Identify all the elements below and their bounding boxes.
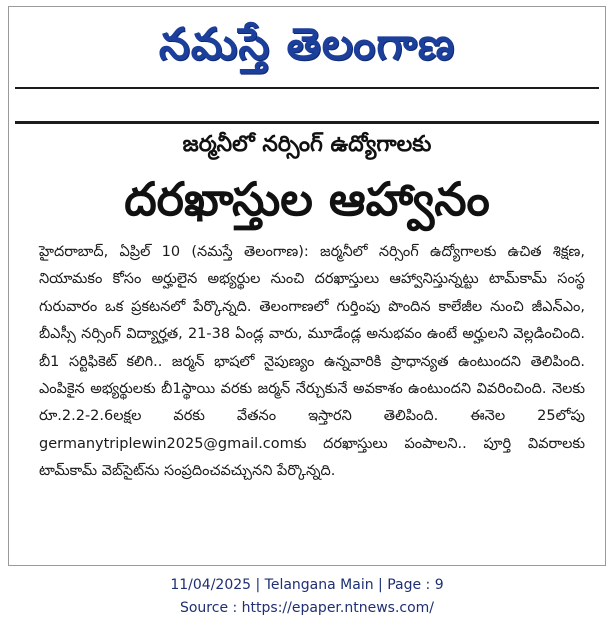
article-kicker: జర్మనీలో నర్సింగ్ ఉద్యోగాలకు <box>182 132 432 157</box>
edition-info: 11/04/2025 | Telangana Main | Page : 9 <box>170 577 444 593</box>
headline-divider <box>15 121 599 124</box>
newspaper-clipping <box>8 6 606 566</box>
masthead-divider <box>15 87 599 89</box>
newspaper-masthead: నమస్తే తెలంగాణ <box>158 19 456 70</box>
article-body: హైదరాబాద్, ఏప్రిల్ 10 (నమస్తే తెలంగాణ): జర్మనీలో నర్సింగ్ ఉద్యోగాలకు ఉచిత శిక్షణ, నియామకం కోసం అర్హులైన అభ్యర్థుల నుంచి దరఖాస్తులు ఆహ్వానిస్తున్నట్టు టామ్‌కామ్ సంస్థ గురువారం ఒక ప్రకటనలో పేర్కొన్నది. తెలంగాణలో గుర్తింపు పొందిన కాలేజీల నుంచి జీఎన్‌ఎం, బీఎస్సీ నర్సింగ్ విద్యార్హత, 21-38 ఏండ్ల వారు, మూడేండ్ల అనుభవం ఉంటే అర్హులని వెల్లడించింది. బీ1 సర్టిఫికెట్ కలిగి.. జర్మన్ భాషలో నైపుణ్యం ఉన్నవారికి ప్రాధాన్యత ఉంటుందని తెలిపింది. ఎంపికైన అభ్యర్థులకు బీ1స్థాయి వరకు జర్మన్ నేర్చుకునే అవకాశం ఉంటుందని వివరించింది. నెలకు రూ.2.2-2.6లక్షల వరకు వేతనం ఇస్తారని తెలిపింది. ఈనెల 25లోపు germanytriplewin2025@gmail.comకు దరఖాస్తులు పంపాలని.. పూర్తి వివరాలకు టామ్‌కామ్ వెబ్‌సైట్‌ను సంప్రదించవచ్చునని పేర్కొన్నది. <box>39 244 585 480</box>
source-info: Source : https://epaper.ntnews.com/ <box>179 600 435 616</box>
article-headline: దరఖాస్తుల ఆహ్వానం <box>124 172 490 226</box>
